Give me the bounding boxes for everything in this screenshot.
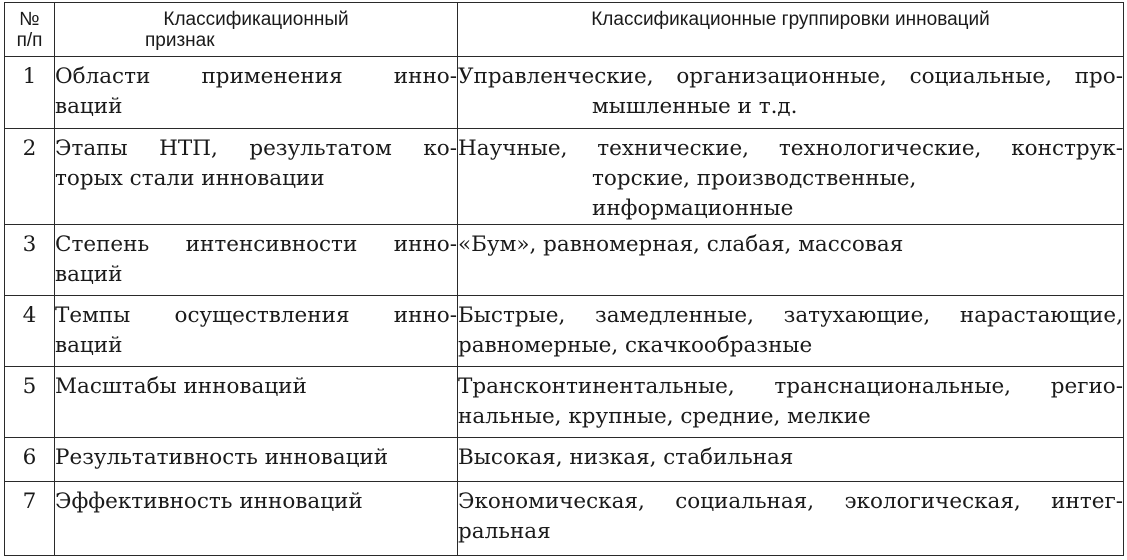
row-groups-line: Экономическая, социальная, экологическая, интег- [458,489,1123,514]
row-attribute [55,296,458,367]
table-row [5,57,1124,129]
row-groups-line: мышленные и т.д. [592,94,798,119]
header-number [5,3,55,57]
row-groups-line: равномерные, скачкообразные [458,333,813,358]
innovation-classification-table [4,2,1124,556]
row-groups-line: ральная [458,519,551,544]
header-groups [458,3,1124,57]
row-attribute [55,225,458,296]
row-number: 7 [5,482,55,556]
row-groups-line: Управленческие, организационные, социальные, про- [458,64,1123,89]
row-attribute-line: Темпы осуществления инно- [55,303,457,328]
table-row [5,225,1124,296]
row-attribute [55,129,458,225]
row-attribute-line: Этапы НТП, результатом ко- [55,136,457,161]
table-row [5,129,1124,225]
table-row [5,296,1124,367]
row-number: 5 [5,367,55,438]
row-attribute [55,438,458,482]
row-attribute-line: Масштабы инноваций [55,374,307,399]
row-attribute [55,367,458,438]
header-groups-text: Классификационные группировки инноваций [591,9,990,30]
row-groups-line: нальные, крупные, средние, мелкие [458,404,871,429]
row-groups [458,367,1124,438]
table-row [5,438,1124,482]
row-number: 2 [5,129,55,225]
header-attribute-line1: Классификационный [163,9,349,30]
row-groups [458,129,1124,225]
row-attribute-line: ваций [55,94,123,119]
row-groups-line: Научные, технические, технологические, конструк- [458,136,1123,161]
row-attribute-line: Области применения инно- [55,64,457,89]
table-header-row [5,3,1124,57]
row-groups [458,438,1124,482]
row-groups-line: «Бум», равномерная, слабая, массовая [458,232,904,257]
row-groups [458,482,1124,556]
header-number-line1: № [19,9,40,30]
header-attribute [55,3,458,57]
row-attribute-line: ваций [55,333,123,358]
row-groups-line: торские, производственные, информационные [592,166,917,221]
row-attribute-line: Степень интенсивности инно- [55,232,457,257]
row-groups-line: Быстрые, замедленные, затухающие, нарастающие, [458,303,1123,328]
row-groups [458,296,1124,367]
row-attribute [55,482,458,556]
header-attribute-line2: признак [145,30,215,51]
row-groups-line: Трансконтинентальные, транснациональные, регио- [458,374,1123,399]
row-groups [458,225,1124,296]
row-attribute-line: Эффективность инноваций [55,489,363,514]
table-row [5,367,1124,438]
header-number-line2: п/п [16,30,43,51]
row-attribute-line: ваций [55,262,123,287]
row-attribute [55,57,458,129]
row-number: 6 [5,438,55,482]
row-number: 4 [5,296,55,367]
row-number: 1 [5,57,55,129]
row-attribute-line: торых стали инновации [55,166,325,191]
table-row [5,482,1124,556]
row-groups-line: Высокая, низкая, стабильная [458,445,794,470]
row-number: 3 [5,225,55,296]
row-attribute-line: Результативность инноваций [55,445,389,470]
row-groups [458,57,1124,129]
